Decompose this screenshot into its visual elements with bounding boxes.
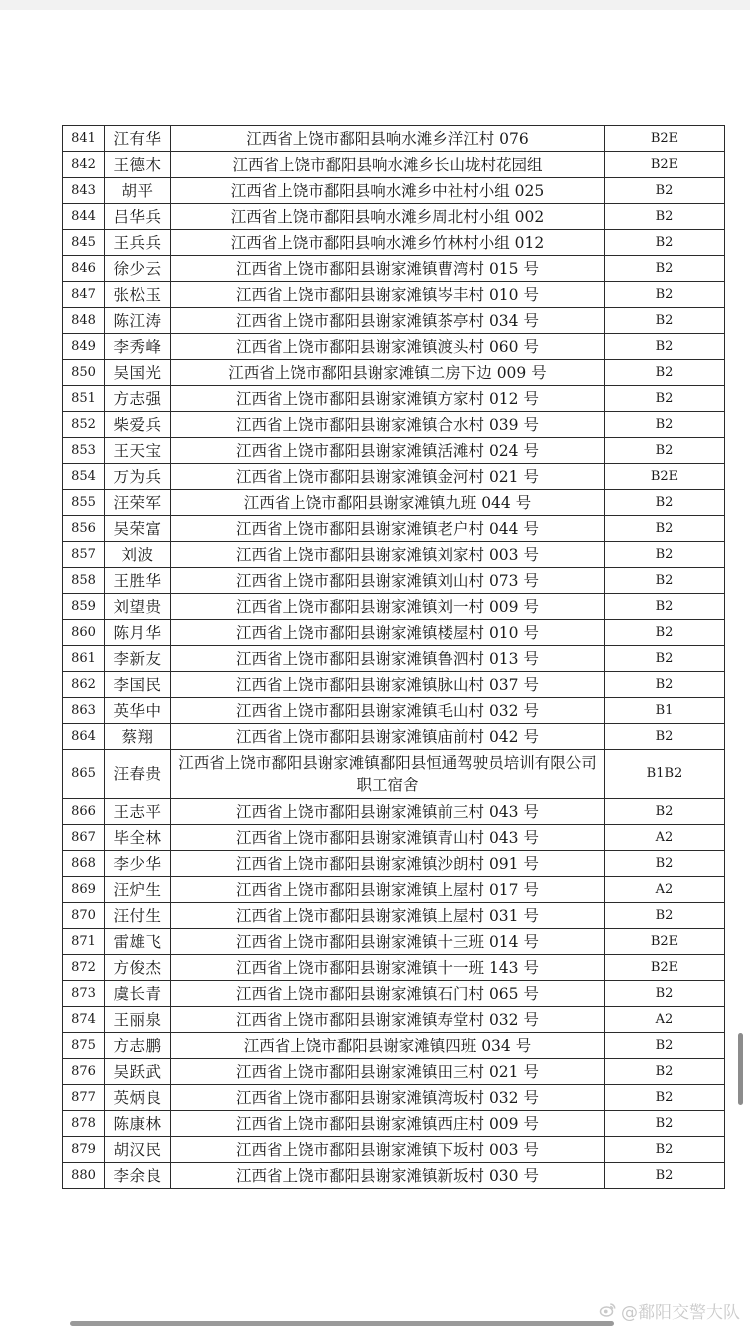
row-name: 王志平 <box>105 799 171 825</box>
table-row <box>63 282 725 308</box>
table-row <box>63 230 725 256</box>
row-address: 江西省上饶市鄱阳县谢家滩镇楼屋村 010 号 <box>171 620 605 646</box>
row-license-type: B2 <box>605 516 725 542</box>
row-license-type: B2 <box>605 646 725 672</box>
row-number: 870 <box>63 903 105 929</box>
row-address: 江西省上饶市鄱阳县谢家滩镇老户村 044 号 <box>171 516 605 542</box>
row-name: 王德木 <box>105 152 171 178</box>
row-name: 吕华兵 <box>105 204 171 230</box>
row-name: 雷雄飞 <box>105 929 171 955</box>
row-address: 江西省上饶市鄱阳县谢家滩镇四班 034 号 <box>171 1033 605 1059</box>
row-address: 江西省上饶市鄱阳县谢家滩镇刘一村 009 号 <box>171 594 605 620</box>
row-name: 吴跃武 <box>105 1059 171 1085</box>
row-number: 866 <box>63 799 105 825</box>
row-number: 876 <box>63 1059 105 1085</box>
row-license-type: B2 <box>605 1163 725 1189</box>
row-number: 841 <box>63 126 105 152</box>
table-row <box>63 1137 725 1163</box>
row-license-type: B2 <box>605 542 725 568</box>
row-license-type: B2E <box>605 955 725 981</box>
row-license-type: B2 <box>605 594 725 620</box>
row-name: 虞长青 <box>105 981 171 1007</box>
row-license-type: B2 <box>605 386 725 412</box>
document-sheet <box>62 125 724 1189</box>
row-license-type: B2 <box>605 230 725 256</box>
row-name: 王丽泉 <box>105 1007 171 1033</box>
row-license-type: B2E <box>605 464 725 490</box>
row-license-type: B2 <box>605 981 725 1007</box>
row-address: 江西省上饶市鄱阳县谢家滩镇前三村 043 号 <box>171 799 605 825</box>
row-name: 英华中 <box>105 698 171 724</box>
table-row <box>63 877 725 903</box>
row-name: 柴爱兵 <box>105 412 171 438</box>
row-number: 861 <box>63 646 105 672</box>
row-address: 江西省上饶市鄱阳县谢家滩镇活滩村 024 号 <box>171 438 605 464</box>
row-address: 江西省上饶市鄱阳县谢家滩镇刘家村 003 号 <box>171 542 605 568</box>
row-name: 王兵兵 <box>105 230 171 256</box>
row-license-type: B2 <box>605 490 725 516</box>
row-license-type: B2 <box>605 672 725 698</box>
table-row <box>63 672 725 698</box>
table-row <box>63 955 725 981</box>
row-name: 江有华 <box>105 126 171 152</box>
table-row <box>63 490 725 516</box>
row-name: 李新友 <box>105 646 171 672</box>
row-license-type: B2 <box>605 1111 725 1137</box>
row-license-type: B2 <box>605 1033 725 1059</box>
row-number: 853 <box>63 438 105 464</box>
table-row <box>63 360 725 386</box>
row-number: 852 <box>63 412 105 438</box>
table-row <box>63 1111 725 1137</box>
row-number: 865 <box>63 750 105 799</box>
row-license-type: B2 <box>605 620 725 646</box>
row-number: 849 <box>63 334 105 360</box>
row-license-type: B2 <box>605 568 725 594</box>
row-name: 王胜华 <box>105 568 171 594</box>
row-number: 873 <box>63 981 105 1007</box>
row-name: 方志鹏 <box>105 1033 171 1059</box>
row-name: 英炳良 <box>105 1085 171 1111</box>
row-address: 江西省上饶市鄱阳县谢家滩镇岑丰村 010 号 <box>171 282 605 308</box>
row-license-type: B2E <box>605 929 725 955</box>
row-number: 879 <box>63 1137 105 1163</box>
table-row <box>63 981 725 1007</box>
row-name: 王天宝 <box>105 438 171 464</box>
table-row <box>63 750 725 799</box>
row-name: 汪荣军 <box>105 490 171 516</box>
row-address: 江西省上饶市鄱阳县谢家滩镇石门村 065 号 <box>171 981 605 1007</box>
row-license-type: B2E <box>605 126 725 152</box>
table-row <box>63 542 725 568</box>
row-number: 845 <box>63 230 105 256</box>
table-row <box>63 152 725 178</box>
row-license-type: A2 <box>605 1007 725 1033</box>
row-address: 江西省上饶市鄱阳县响水滩乡竹林村小组 012 <box>171 230 605 256</box>
table-row <box>63 256 725 282</box>
row-address: 江西省上饶市鄱阳县谢家滩镇金河村 021 号 <box>171 464 605 490</box>
weibo-logo-icon <box>599 1301 617 1319</box>
row-number: 859 <box>63 594 105 620</box>
row-number: 860 <box>63 620 105 646</box>
row-name: 蔡翔 <box>105 724 171 750</box>
row-license-type: A2 <box>605 825 725 851</box>
table-row <box>63 903 725 929</box>
row-name: 陈月华 <box>105 620 171 646</box>
row-license-type: A2 <box>605 877 725 903</box>
row-number: 842 <box>63 152 105 178</box>
row-number: 863 <box>63 698 105 724</box>
row-license-type: B2 <box>605 724 725 750</box>
table-row <box>63 438 725 464</box>
row-number: 848 <box>63 308 105 334</box>
row-name: 汪付生 <box>105 903 171 929</box>
row-address: 江西省上饶市鄱阳县谢家滩镇毛山村 032 号 <box>171 698 605 724</box>
row-license-type: B2 <box>605 282 725 308</box>
row-license-type: B2 <box>605 438 725 464</box>
roster-body <box>63 126 725 1189</box>
table-row <box>63 204 725 230</box>
row-name: 汪炉生 <box>105 877 171 903</box>
table-row <box>63 412 725 438</box>
row-address: 江西省上饶市鄱阳县谢家滩镇十一班 143 号 <box>171 955 605 981</box>
row-address: 江西省上饶市鄱阳县谢家滩镇方家村 012 号 <box>171 386 605 412</box>
row-address: 江西省上饶市鄱阳县谢家滩镇寿堂村 032 号 <box>171 1007 605 1033</box>
row-address: 江西省上饶市鄱阳县谢家滩镇脉山村 037 号 <box>171 672 605 698</box>
table-row <box>63 646 725 672</box>
row-address: 江西省上饶市鄱阳县谢家滩镇田三村 021 号 <box>171 1059 605 1085</box>
row-name: 方志强 <box>105 386 171 412</box>
row-address: 江西省上饶市鄱阳县响水滩乡中社村小组 025 <box>171 178 605 204</box>
row-license-type: B2E <box>605 152 725 178</box>
row-name: 胡汉民 <box>105 1137 171 1163</box>
row-name: 毕全林 <box>105 825 171 851</box>
row-address: 江西省上饶市鄱阳县谢家滩镇合水村 039 号 <box>171 412 605 438</box>
row-address: 江西省上饶市鄱阳县响水滩乡周北村小组 002 <box>171 204 605 230</box>
row-number: 847 <box>63 282 105 308</box>
row-number: 871 <box>63 929 105 955</box>
row-number: 850 <box>63 360 105 386</box>
watermark-text: @鄱阳交警大队 <box>621 1302 740 1323</box>
top-bar <box>0 0 750 10</box>
row-address: 江西省上饶市鄱阳县谢家滩镇刘山村 073 号 <box>171 568 605 594</box>
row-name: 李少华 <box>105 851 171 877</box>
table-row <box>63 825 725 851</box>
row-address: 江西省上饶市鄱阳县谢家滩镇庙前村 042 号 <box>171 724 605 750</box>
row-license-type: B2 <box>605 851 725 877</box>
row-name: 李余良 <box>105 1163 171 1189</box>
row-address: 江西省上饶市鄱阳县谢家滩镇渡头村 060 号 <box>171 334 605 360</box>
row-name: 张松玉 <box>105 282 171 308</box>
row-number: 868 <box>63 851 105 877</box>
table-row <box>63 1007 725 1033</box>
row-address: 江西省上饶市鄱阳县谢家滩镇湾坂村 032 号 <box>171 1085 605 1111</box>
horizontal-scrollbar[interactable] <box>70 1321 614 1326</box>
row-license-type: B2 <box>605 412 725 438</box>
table-row <box>63 620 725 646</box>
row-number: 878 <box>63 1111 105 1137</box>
row-name: 方俊杰 <box>105 955 171 981</box>
row-number: 867 <box>63 825 105 851</box>
table-row <box>63 724 725 750</box>
row-number: 843 <box>63 178 105 204</box>
row-number: 875 <box>63 1033 105 1059</box>
table-row <box>63 516 725 542</box>
row-name: 陈江涛 <box>105 308 171 334</box>
table-row <box>63 334 725 360</box>
table-row <box>63 386 725 412</box>
row-name: 徐少云 <box>105 256 171 282</box>
row-address: 江西省上饶市鄱阳县谢家滩镇二房下边 009 号 <box>171 360 605 386</box>
row-license-type: B2 <box>605 360 725 386</box>
row-license-type: B2 <box>605 903 725 929</box>
row-number: 851 <box>63 386 105 412</box>
row-license-type: B2 <box>605 178 725 204</box>
row-name: 吴国光 <box>105 360 171 386</box>
row-license-type: B1 <box>605 698 725 724</box>
table-row <box>63 698 725 724</box>
row-number: 872 <box>63 955 105 981</box>
table-row <box>63 1059 725 1085</box>
row-address: 江西省上饶市鄱阳县谢家滩镇沙朗村 091 号 <box>171 851 605 877</box>
row-number: 844 <box>63 204 105 230</box>
row-address: 江西省上饶市鄱阳县谢家滩镇曹湾村 015 号 <box>171 256 605 282</box>
watermark <box>599 1298 740 1322</box>
row-address: 江西省上饶市鄱阳县谢家滩镇鲁泗村 013 号 <box>171 646 605 672</box>
table-row <box>63 594 725 620</box>
row-address: 江西省上饶市鄱阳县谢家滩镇青山村 043 号 <box>171 825 605 851</box>
roster-table <box>62 125 725 1189</box>
row-address: 江西省上饶市鄱阳县谢家滩镇上屋村 031 号 <box>171 903 605 929</box>
row-address: 江西省上饶市鄱阳县谢家滩镇鄱阳县恒通驾驶员培训有限公司职工宿舍 <box>171 750 605 799</box>
row-address: 江西省上饶市鄱阳县谢家滩镇十三班 014 号 <box>171 929 605 955</box>
row-number: 857 <box>63 542 105 568</box>
row-license-type: B2 <box>605 1059 725 1085</box>
row-number: 877 <box>63 1085 105 1111</box>
table-row <box>63 851 725 877</box>
row-address: 江西省上饶市鄱阳县谢家滩镇新坂村 030 号 <box>171 1163 605 1189</box>
row-name: 陈康林 <box>105 1111 171 1137</box>
row-name: 刘望贵 <box>105 594 171 620</box>
row-number: 869 <box>63 877 105 903</box>
table-row <box>63 1085 725 1111</box>
row-address: 江西省上饶市鄱阳县谢家滩镇上屋村 017 号 <box>171 877 605 903</box>
table-row <box>63 464 725 490</box>
row-number: 858 <box>63 568 105 594</box>
row-name: 胡平 <box>105 178 171 204</box>
row-name: 刘波 <box>105 542 171 568</box>
row-number: 856 <box>63 516 105 542</box>
table-row <box>63 178 725 204</box>
vertical-scrollbar[interactable] <box>738 1033 743 1105</box>
table-row <box>63 568 725 594</box>
row-address: 江西省上饶市鄱阳县谢家滩镇茶亭村 034 号 <box>171 308 605 334</box>
row-license-type: B2 <box>605 1137 725 1163</box>
row-license-type: B2 <box>605 1085 725 1111</box>
row-name: 李国民 <box>105 672 171 698</box>
row-address: 江西省上饶市鄱阳县谢家滩镇九班 044 号 <box>171 490 605 516</box>
row-address: 江西省上饶市鄱阳县响水滩乡洋江村 076 <box>171 126 605 152</box>
row-license-type: B2 <box>605 256 725 282</box>
row-number: 855 <box>63 490 105 516</box>
table-row <box>63 1163 725 1189</box>
row-license-type: B1B2 <box>605 750 725 799</box>
row-number: 864 <box>63 724 105 750</box>
row-address: 江西省上饶市鄱阳县谢家滩镇西庄村 009 号 <box>171 1111 605 1137</box>
row-number: 854 <box>63 464 105 490</box>
table-row <box>63 799 725 825</box>
row-name: 李秀峰 <box>105 334 171 360</box>
row-license-type: B2 <box>605 308 725 334</box>
table-row <box>63 1033 725 1059</box>
row-name: 汪春贵 <box>105 750 171 799</box>
table-row <box>63 929 725 955</box>
row-address: 江西省上饶市鄱阳县响水滩乡长山垅村花园组 <box>171 152 605 178</box>
row-license-type: B2 <box>605 799 725 825</box>
row-number: 846 <box>63 256 105 282</box>
table-row <box>63 308 725 334</box>
row-number: 880 <box>63 1163 105 1189</box>
row-name: 万为兵 <box>105 464 171 490</box>
row-name: 吴荣富 <box>105 516 171 542</box>
table-row <box>63 126 725 152</box>
row-number: 862 <box>63 672 105 698</box>
row-address: 江西省上饶市鄱阳县谢家滩镇下坂村 003 号 <box>171 1137 605 1163</box>
row-license-type: B2 <box>605 334 725 360</box>
row-number: 874 <box>63 1007 105 1033</box>
row-license-type: B2 <box>605 204 725 230</box>
